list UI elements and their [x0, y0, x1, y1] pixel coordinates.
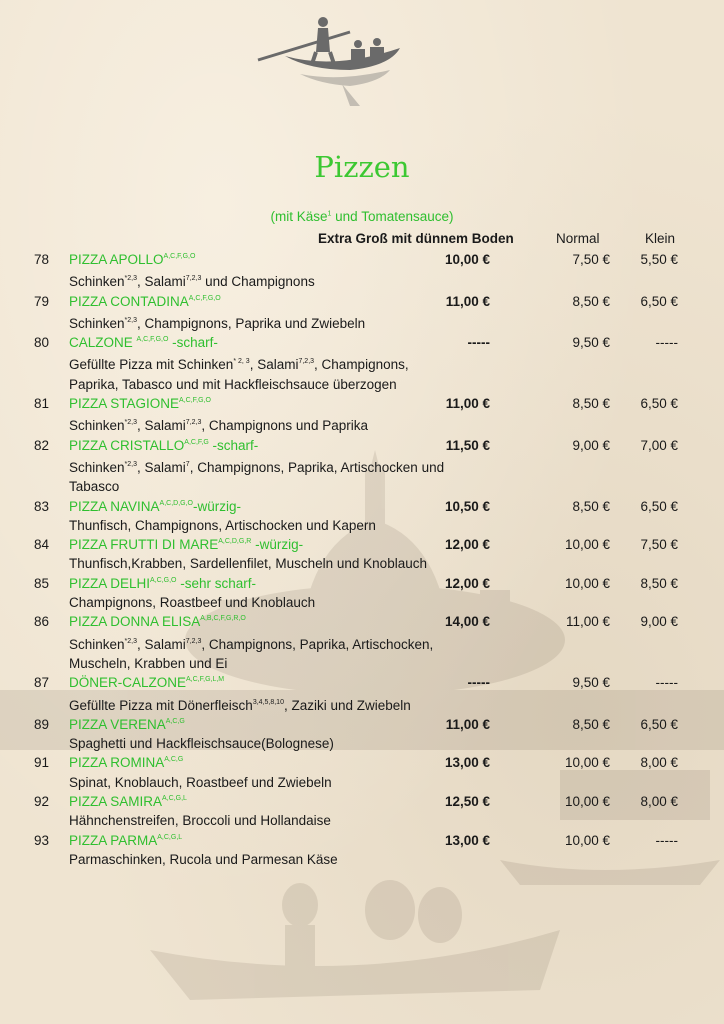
description-text: , Champignons, Paprika, Tabasco und mit Hackfleischsauce überzogen — [69, 357, 409, 392]
price-klein: 6,50 € — [640, 716, 678, 732]
item-number: 79 — [34, 293, 50, 309]
item-description — [69, 693, 449, 715]
item-name-text: PIZZA STAGIONE — [69, 396, 180, 412]
item-number: 85 — [34, 575, 50, 591]
pizza-menu-list — [0, 250, 724, 869]
description-text: Hähnchenstreifen, Broccoli und Hollandaise — [69, 813, 331, 829]
price-extra: 14,00 € — [444, 614, 490, 630]
description-text: Schinken — [69, 418, 125, 434]
menu-item — [0, 497, 724, 536]
description-text: Schinken — [69, 636, 125, 652]
item-name-text: PIZZA CRISTALLO — [69, 437, 185, 453]
description-text: Schinken — [69, 274, 125, 290]
item-number: 92 — [34, 794, 50, 810]
price-klein: 6,50 € — [640, 498, 678, 514]
price-klein: ----- — [655, 335, 678, 351]
price-normal: 8,50 € — [572, 396, 610, 412]
description-text: Schinken — [69, 459, 125, 475]
item-number: 82 — [34, 437, 50, 453]
description-text: Thunfisch, Champignons, Artischocken und Kapern — [69, 517, 376, 533]
item-name — [69, 396, 211, 411]
description-text: Gefüllte Pizza mit Schinken — [69, 357, 234, 373]
price-normal: 9,50 € — [572, 675, 610, 691]
description-text: , Zaziki und Zwiebeln — [283, 697, 411, 713]
menu-item-row — [0, 673, 724, 692]
price-extra: 12,00 € — [444, 537, 490, 553]
additive-codes: *2,3 — [124, 637, 138, 645]
item-name-text: PIZZA VERENA — [69, 716, 166, 732]
price-extra: 12,00 € — [444, 575, 490, 591]
price-normal: 8,50 € — [572, 293, 610, 309]
price-normal: 7,50 € — [572, 252, 610, 267]
price-klein: 5,50 € — [640, 252, 678, 267]
item-number: 89 — [34, 716, 50, 732]
allergen-codes: A,C,G,O — [150, 576, 177, 584]
allergen-codes: A,C,G — [164, 756, 184, 764]
menu-item-row — [0, 753, 724, 772]
item-name — [69, 794, 187, 809]
column-header-klein: Klein — [645, 231, 676, 246]
item-number: 83 — [34, 498, 50, 514]
allergen-codes: A,C,F,G,O — [163, 253, 196, 260]
allergen-codes: A,C,F,G,O — [179, 397, 211, 405]
description-text: , Salami — [137, 459, 186, 475]
item-description — [69, 773, 449, 792]
item-name-text: PIZZA DELHI — [69, 575, 151, 591]
price-normal: 11,00 € — [565, 614, 610, 630]
additive-codes: * 2, 3 — [233, 358, 250, 366]
additive-codes: *2,3 — [124, 460, 138, 468]
item-tag: -scharf- — [168, 335, 218, 351]
gondola-logo — [250, 8, 420, 108]
menu-item-row — [0, 612, 724, 631]
allergen-codes: A,C,F,G — [184, 438, 209, 446]
item-name-text: PIZZA DONNA ELISA — [69, 614, 201, 630]
item-description — [69, 734, 449, 753]
item-description — [69, 311, 449, 333]
allergen-codes: A,C,G — [165, 717, 185, 725]
menu-item — [0, 250, 724, 292]
price-extra: 12,50 € — [444, 794, 490, 810]
item-name-text: PIZZA FRUTTI DI MARE — [69, 537, 219, 553]
description-text: Gefüllte Pizza mit Dönerfleisch — [69, 697, 253, 713]
item-number: 91 — [34, 755, 50, 771]
price-normal: 10,00 € — [564, 575, 610, 591]
menu-item — [0, 292, 724, 334]
item-description — [69, 554, 449, 573]
item-name — [69, 675, 224, 690]
item-name-text: PIZZA CONTADINA — [69, 293, 189, 309]
menu-item — [0, 753, 724, 792]
menu-item-row — [0, 292, 724, 311]
additive-codes: 7,2,3 — [185, 419, 202, 427]
price-extra: ----- — [467, 335, 490, 351]
allergen-codes: A,C,G,L — [162, 795, 187, 803]
item-name — [69, 614, 246, 629]
additive-codes: *2,3 — [124, 419, 138, 427]
menu-item — [0, 535, 724, 574]
item-name — [69, 252, 195, 267]
item-description — [69, 413, 449, 435]
price-klein: 8,00 € — [640, 794, 678, 810]
item-description — [69, 352, 449, 394]
price-extra: 10,50 € — [444, 498, 490, 514]
allergen-codes: A,C,G,L — [157, 833, 183, 841]
menu-item-row — [0, 792, 724, 811]
menu-item — [0, 612, 724, 673]
item-name — [69, 833, 182, 848]
price-extra: 13,00 € — [444, 832, 490, 848]
item-name — [69, 755, 183, 770]
price-klein: ----- — [655, 832, 678, 848]
description-text: , Champignons, Paprika, Artischocken und Tabasco — [69, 459, 445, 495]
item-name-text: PIZZA SAMIRA — [69, 794, 163, 810]
item-tag: -würzig- — [251, 537, 304, 553]
price-normal: 9,50 € — [572, 335, 610, 351]
description-text: , Champignons, Paprika, Artischocken, Muscheln, Krabben und Ei — [69, 636, 434, 671]
item-number: 84 — [34, 537, 50, 553]
item-name-text: PIZZA ROMINA — [69, 755, 165, 771]
price-normal: 10,00 € — [564, 537, 610, 553]
column-header-normal: Normal — [556, 231, 600, 246]
price-klein: ----- — [655, 675, 678, 691]
item-number: 87 — [34, 675, 50, 691]
item-number: 86 — [34, 614, 50, 630]
additive-codes: *2,3 — [124, 275, 138, 283]
allergen-codes: A,C,F,G,O — [136, 336, 169, 344]
description-text: Thunfisch,Krabben, Sardellenfilet, Muscheln und Knoblauch — [69, 556, 427, 572]
description-text: , Champignons, Paprika und Zwiebeln — [137, 315, 366, 331]
description-text: , Salami — [137, 636, 186, 652]
price-extra: 11,00 € — [445, 716, 490, 732]
additive-codes: 7 — [185, 460, 190, 468]
description-text: , Salami — [137, 274, 186, 290]
description-text: Spaghetti und Hackfleischsauce(Bolognese) — [69, 736, 334, 752]
additive-codes: *2,3 — [124, 316, 138, 324]
menu-item-row — [0, 394, 724, 413]
item-description — [69, 269, 449, 291]
description-text: , Salami — [137, 418, 186, 434]
description-text: Schinken — [69, 315, 125, 331]
item-description — [69, 455, 449, 497]
price-klein: 7,00 € — [640, 437, 678, 453]
item-name-text: CALZONE — [69, 335, 137, 351]
price-extra: 13,00 € — [444, 755, 490, 771]
item-number: 78 — [34, 252, 50, 267]
price-normal: 9,00 € — [572, 437, 610, 453]
menu-item-row — [0, 535, 724, 554]
item-name-text: PIZZA PARMA — [69, 832, 158, 848]
item-name-text: DÖNER-CALZONE — [69, 675, 187, 691]
price-klein: 6,50 € — [640, 396, 678, 412]
description-text: , Salami — [249, 357, 299, 373]
menu-item — [0, 673, 724, 715]
description-text: Champignons, Roastbeef und Knoblauch — [69, 595, 316, 611]
menu-item — [0, 436, 724, 497]
price-klein: 9,00 € — [640, 614, 678, 630]
price-klein: 8,50 € — [640, 575, 678, 591]
menu-item-row — [0, 574, 724, 593]
allergen-codes: A,C,F,G,O — [188, 294, 221, 302]
menu-item — [0, 394, 724, 436]
menu-item-row — [0, 831, 724, 850]
menu-item — [0, 715, 724, 754]
allergen-codes: A,B,C,F,G,R,O — [200, 615, 246, 623]
item-tag: -würzig- — [192, 498, 241, 514]
additive-codes: 7,2,3 — [185, 275, 202, 283]
item-number: 80 — [34, 335, 50, 351]
description-text: , Champignons und Paprika — [201, 418, 368, 434]
item-description — [69, 811, 449, 830]
additive-codes: 7,2,3 — [185, 637, 202, 645]
item-number: 81 — [34, 396, 50, 412]
price-extra: 11,00 € — [445, 293, 490, 309]
item-tag: -sehr scharf- — [176, 575, 257, 591]
item-description — [69, 593, 449, 612]
price-normal: 10,00 € — [564, 794, 610, 810]
menu-item — [0, 574, 724, 613]
price-normal: 10,00 € — [564, 832, 610, 848]
price-normal: 8,50 € — [572, 716, 610, 732]
allergen-codes: A,C,D,G,O — [159, 499, 193, 507]
item-number: 93 — [34, 832, 50, 848]
price-extra: ----- — [467, 675, 490, 691]
item-name-text: PIZZA APOLLO — [69, 252, 164, 267]
page-title: Pizzen — [314, 150, 410, 184]
description-text: und Champignons — [201, 274, 315, 290]
item-name-text: PIZZA NAVINA — [69, 498, 160, 514]
item-name — [69, 294, 221, 309]
menu-item-row — [0, 497, 724, 516]
column-header-extra: Extra Groß mit dünnem Boden — [318, 231, 514, 246]
price-normal: 8,50 € — [572, 498, 610, 514]
menu-item-row — [0, 436, 724, 455]
item-name — [69, 438, 258, 453]
item-name — [69, 576, 256, 591]
additive-codes: 7,2,3 — [298, 358, 315, 366]
price-extra: 10,00 € — [444, 252, 490, 267]
page-subtitle: (mit Käse$^1$ und Tomatensauce) — [270, 209, 454, 224]
allergen-codes: A,C,F,G,L,M — [186, 676, 225, 684]
price-normal: 10,00 € — [564, 755, 610, 771]
menu-item-row — [0, 715, 724, 734]
item-tag: -scharf- — [208, 437, 259, 453]
price-klein: 6,50 € — [640, 293, 678, 309]
item-description — [69, 516, 449, 535]
price-klein: 8,00 € — [640, 755, 678, 771]
allergen-codes: A,C,D,G,R — [218, 538, 252, 546]
menu-item-row — [0, 333, 724, 352]
price-klein: 7,50 € — [640, 537, 678, 553]
item-name — [69, 537, 303, 552]
item-name — [69, 335, 218, 350]
item-name — [69, 717, 185, 732]
price-extra: 11,00 € — [445, 396, 490, 412]
item-name — [69, 499, 241, 514]
menu-item — [0, 333, 724, 394]
menu-item-row — [0, 250, 724, 269]
menu-item — [0, 792, 724, 831]
description-text: Parmaschinken, Rucola und Parmesan Käse — [69, 851, 338, 867]
price-extra: 11,50 € — [445, 437, 490, 453]
additive-codes: 3,4,5,8,10 — [252, 698, 284, 706]
item-description — [69, 632, 449, 674]
item-description — [69, 850, 449, 869]
description-text: Spinat, Knoblauch, Roastbeef und Zwiebeln — [69, 774, 332, 790]
menu-item — [0, 831, 724, 870]
